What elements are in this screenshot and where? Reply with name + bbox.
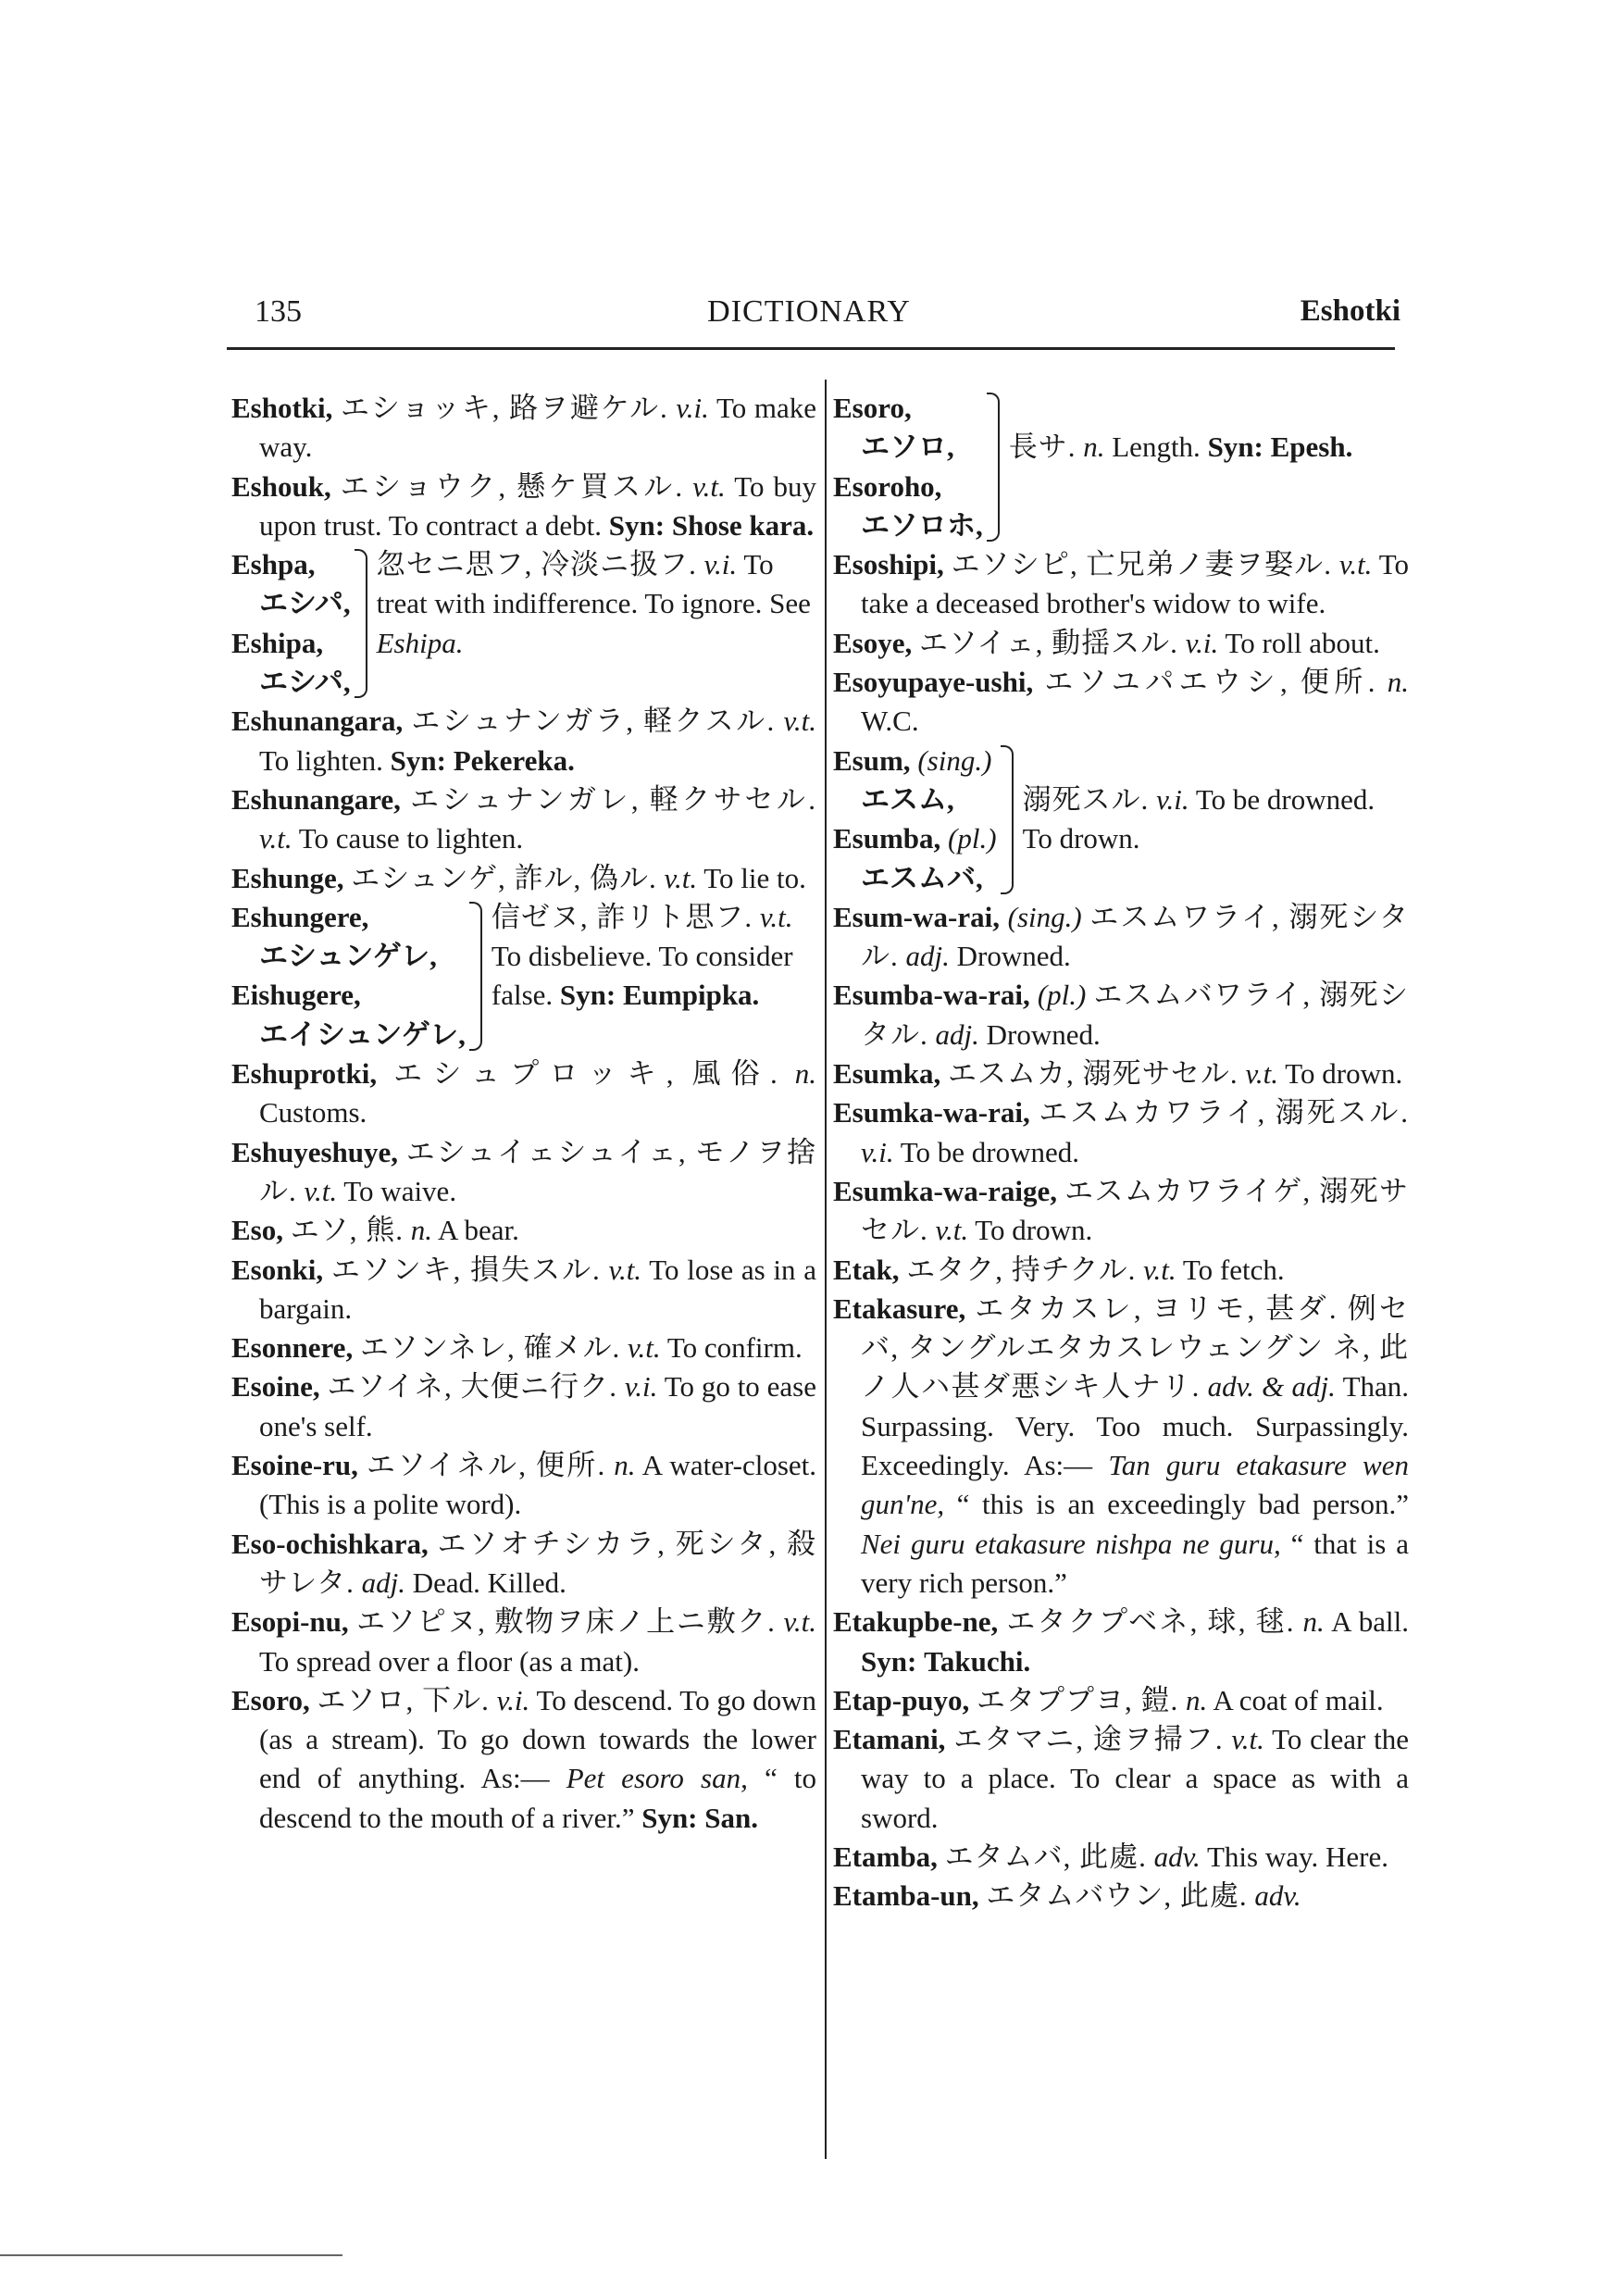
- japanese-gloss: エソシピ, 亡兄弟ノ妻ヲ娶ル.: [951, 548, 1333, 581]
- example-translation: “ to descend to the mouth of a river.”: [259, 1762, 817, 1834]
- katakana: エシュンゲレ,: [259, 940, 437, 973]
- number-note: (sing.): [1007, 900, 1082, 933]
- headword: Esoshipi,: [833, 548, 944, 581]
- headword: Etap-puyo,: [833, 1683, 970, 1716]
- part-of-speech: v.t.: [304, 1174, 338, 1207]
- definition: To be drowned. To drown.: [1022, 782, 1375, 855]
- definition: W.C.: [861, 705, 919, 738]
- definition: This way. Here.: [1207, 1840, 1388, 1873]
- headword: Esumka,: [833, 1057, 941, 1091]
- japanese-gloss: 長サ.: [1008, 430, 1077, 464]
- synonym-label: Syn:: [559, 979, 616, 1012]
- headword: Eshuyeshuye,: [231, 1135, 399, 1168]
- part-of-speech: v.t.: [628, 1331, 661, 1365]
- headword: Etamani,: [833, 1723, 946, 1756]
- column-divider: [825, 380, 827, 2159]
- part-of-speech: v.t.: [259, 822, 292, 855]
- headword: Eishugere,: [231, 979, 361, 1012]
- japanese-gloss: エタク, 持チクル.: [906, 1253, 1137, 1286]
- dictionary-entry: [231, 1211, 816, 1250]
- headword: Esopi-nu,: [231, 1605, 349, 1639]
- guide-word: Eshotki: [1300, 294, 1400, 328]
- cross-reference: Eshipa.: [376, 626, 464, 659]
- definition: To lose as in a bargain.: [259, 1253, 817, 1325]
- definition: To descend. To go down (as a stream). To go down towards the lower end of anything. As:—: [259, 1683, 817, 1795]
- definition: Length.: [1112, 430, 1201, 464]
- number-note: (pl.): [1037, 979, 1087, 1012]
- part-of-speech: v.t.: [783, 1605, 817, 1639]
- headword: Etak,: [833, 1253, 900, 1286]
- bottom-rule: [0, 2254, 342, 2256]
- dictionary-entry: [231, 389, 816, 468]
- headword: Eso,: [231, 1214, 283, 1247]
- headword: Esoroho,: [833, 469, 942, 503]
- japanese-gloss: エソユパエウシ, 便所.: [1044, 666, 1376, 699]
- definition: To cause to lighten.: [298, 822, 524, 855]
- dictionary-entry: [231, 1446, 816, 1525]
- japanese-gloss: エスムカ, 溺死サセル.: [948, 1057, 1238, 1091]
- definition: A bear.: [438, 1214, 519, 1247]
- headword: Esoye,: [833, 626, 913, 659]
- part-of-speech: v.t.: [692, 469, 726, 503]
- japanese-gloss: エソロ, 下ル.: [317, 1683, 490, 1716]
- part-of-speech: v.i.: [496, 1683, 530, 1716]
- dictionary-entry: [231, 468, 816, 546]
- group-definition: [492, 898, 816, 1054]
- definition: To drown.: [1285, 1057, 1403, 1091]
- dictionary-entry: [231, 1603, 816, 1681]
- dictionary-entry: [833, 976, 1409, 1054]
- headword: Eshunangare,: [231, 782, 401, 816]
- headword: Eshungere,: [231, 900, 369, 933]
- definition: Than. Surpassing. Very. Too much. Surpassingly. Exceedingly. As:—: [861, 1370, 1410, 1482]
- katakana: エスム,: [861, 782, 954, 816]
- part-of-speech: v.t.: [1338, 548, 1373, 581]
- japanese-gloss: エソイネル, 便所.: [366, 1449, 606, 1482]
- japanese-gloss: エスムカワライ, 溺死スル.: [1039, 1096, 1410, 1129]
- number-note: (pl.): [948, 822, 997, 855]
- headword: Eshouk,: [231, 469, 331, 503]
- headword: Eshunangara,: [231, 705, 404, 738]
- headword: Eshipa,: [231, 626, 324, 659]
- synonym: San.: [704, 1801, 758, 1834]
- part-of-speech: n.: [794, 1057, 817, 1091]
- japanese-gloss: エソ, 熊.: [290, 1214, 404, 1247]
- japanese-gloss: 溺死スル.: [1022, 782, 1150, 816]
- japanese-gloss: エシュナンガレ, 軽クサセル.: [410, 782, 816, 816]
- part-of-speech: v.t.: [783, 705, 817, 738]
- example-translation: “ this is an exceedingly bad person.”: [956, 1488, 1409, 1521]
- right-column: [833, 389, 1409, 1916]
- part-of-speech: v.t.: [664, 861, 698, 894]
- group-definition: [1009, 389, 1409, 545]
- bracketed-entry-group: [833, 742, 1409, 898]
- definition: To treat with indifference. To ignore. See: [376, 548, 811, 620]
- synonym: Pekereka.: [453, 743, 575, 777]
- example-phrase: Pet esoro san,: [566, 1762, 748, 1795]
- definition: To disbelieve. To consider false.: [491, 940, 793, 1012]
- page-number: 135: [255, 294, 302, 329]
- dictionary-entry: [231, 1054, 816, 1133]
- dictionary-entry: [231, 1367, 816, 1446]
- headword: Eshotki,: [231, 392, 333, 424]
- headword: Esoine,: [231, 1370, 320, 1404]
- dictionary-entry: [833, 1720, 1409, 1838]
- japanese-gloss: エタププヨ, 鎧.: [977, 1683, 1179, 1716]
- japanese-gloss: エショウク, 懸ケ買スル.: [340, 469, 684, 503]
- part-of-speech: adj.: [361, 1566, 406, 1599]
- number-note: (sing.): [917, 743, 992, 777]
- japanese-gloss: エソンキ, 損失スル.: [330, 1253, 601, 1286]
- example-phrase: Tan guru etakasure wen gun'ne,: [861, 1449, 1409, 1521]
- dictionary-entry: [231, 1133, 816, 1212]
- japanese-gloss: エタカスレ, ヨリモ, 甚ダ. 例セバ, タングルエタカスレウェングン ネ, 此ノ人ハ甚ダ悪シキ人ナリ.: [861, 1292, 1410, 1404]
- headword: Etamba-un,: [833, 1879, 979, 1913]
- dictionary-entry: [231, 780, 816, 859]
- japanese-gloss: エタムバ, 此處.: [944, 1840, 1147, 1873]
- part-of-speech: v.t.: [1231, 1723, 1264, 1756]
- headword: Etamba,: [833, 1840, 938, 1873]
- headword: Esum,: [833, 743, 911, 777]
- synonym: Shose kara.: [671, 508, 815, 542]
- dictionary-entry: [833, 1093, 1409, 1172]
- dictionary-entry: [833, 1877, 1409, 1915]
- definition: A ball.: [1331, 1605, 1409, 1639]
- part-of-speech: adj.: [905, 940, 950, 973]
- japanese-gloss: 信ゼヌ, 詐リト思フ.: [491, 900, 753, 933]
- dictionary-entry: [833, 1251, 1409, 1290]
- definition: Dead. Killed.: [412, 1566, 566, 1599]
- dictionary-entry: [833, 1603, 1409, 1681]
- definition: To lie to.: [703, 861, 806, 894]
- dictionary-entry: [833, 1172, 1409, 1251]
- headword: Eshunge,: [231, 861, 344, 894]
- variant-headwords: [833, 742, 997, 898]
- katakana: エソロホ,: [861, 508, 983, 542]
- brace: [1001, 745, 1014, 894]
- part-of-speech: n.: [1387, 666, 1409, 699]
- running-title: DICTIONARY: [707, 294, 911, 329]
- synonym-label: Syn:: [861, 1644, 917, 1678]
- japanese-gloss: エタムバウン, 此處.: [986, 1879, 1248, 1913]
- bracketed-entry-group: [231, 898, 816, 1054]
- headword: Esumba-wa-rai,: [833, 979, 1030, 1012]
- japanese-gloss: エシュンゲ, 詐ル, 偽ル.: [351, 861, 657, 894]
- headword: Etakasure,: [833, 1292, 966, 1325]
- headword: Esonnere,: [231, 1331, 354, 1365]
- brace: [987, 393, 1000, 542]
- headword: Eshpa,: [231, 548, 316, 581]
- dictionary-entry: [833, 663, 1409, 742]
- dictionary-entry: [231, 859, 816, 898]
- part-of-speech: n.: [1302, 1605, 1325, 1639]
- running-header: [0, 294, 1618, 341]
- part-of-speech: adv. & adj.: [1207, 1370, 1336, 1404]
- dictionary-entry: [833, 624, 1409, 663]
- definition: Customs.: [259, 1096, 367, 1129]
- japanese-gloss: 忽セニ思フ, 冷淡ニ扱フ.: [376, 548, 697, 581]
- header-rule: [227, 347, 1395, 350]
- brace: [469, 902, 482, 1051]
- definition: To take a deceased brother's widow to wife.: [861, 548, 1409, 620]
- synonym: Eumpipka.: [622, 979, 760, 1012]
- japanese-gloss: エソンネレ, 確メル.: [359, 1331, 621, 1365]
- japanese-gloss: エソピヌ, 敷物ヲ床ノ上ニ敷ク.: [356, 1605, 776, 1639]
- dictionary-entry: [833, 545, 1409, 624]
- definition: Drowned.: [956, 940, 1071, 973]
- bracketed-entry-group: [231, 545, 816, 702]
- definition: A coat of mail.: [1213, 1683, 1384, 1716]
- part-of-speech: adj.: [935, 1017, 979, 1051]
- group-definition: [1023, 742, 1409, 898]
- japanese-gloss: エタクプベネ, 球, 毬.: [1006, 1605, 1295, 1639]
- synonym-label: Syn:: [1207, 430, 1263, 464]
- part-of-speech: v.t.: [1245, 1057, 1279, 1091]
- part-of-speech: v.i.: [703, 548, 738, 581]
- variant-headwords: [231, 898, 466, 1054]
- definition: To roll about.: [1225, 626, 1380, 659]
- synonym-label: Syn:: [608, 508, 666, 542]
- definition: To drown.: [975, 1214, 1093, 1247]
- japanese-gloss: エシュプロッキ, 風俗.: [393, 1057, 778, 1091]
- dictionary-entry: [231, 1329, 816, 1367]
- part-of-speech: n.: [1186, 1683, 1208, 1716]
- example-translation: “ that is a very rich person.”: [861, 1527, 1410, 1599]
- definition: To clear the way to a place. To clear a space as with a sword.: [861, 1723, 1410, 1834]
- headword: Esoyupaye-ushi,: [833, 666, 1034, 699]
- headword: Esumka-wa-rai,: [833, 1096, 1030, 1129]
- headword: Esoro,: [231, 1683, 310, 1716]
- japanese-gloss: エソオチシカラ, 死シタ, 殺サレタ.: [259, 1527, 817, 1599]
- dictionary-entry: [833, 1290, 1409, 1603]
- japanese-gloss: エショッキ, 路ヲ避ケル.: [341, 392, 668, 424]
- dictionary-entry: [231, 1251, 816, 1329]
- japanese-gloss: エソイネ, 大便ニ行ク.: [327, 1370, 617, 1404]
- headword: Esumba,: [833, 822, 941, 855]
- synonym-label: Syn:: [641, 1801, 698, 1834]
- dictionary-entry: [833, 898, 1409, 977]
- dictionary-entry: [833, 1681, 1409, 1720]
- left-column: [231, 389, 816, 1838]
- headword: Etakupbe-ne,: [833, 1605, 999, 1639]
- dictionary-entry: [833, 1838, 1409, 1877]
- japanese-gloss: エスムワライ, 溺死シタル.: [861, 900, 1410, 973]
- headword: Esonki,: [231, 1253, 324, 1286]
- synonym-label: Syn:: [390, 743, 446, 777]
- example-phrase: Nei guru etakasure nishpa ne guru,: [861, 1527, 1281, 1560]
- katakana: エシパ,: [259, 587, 351, 620]
- definition: To waive.: [343, 1174, 457, 1207]
- definition: Drowned.: [986, 1017, 1101, 1051]
- part-of-speech: adv.: [1153, 1840, 1201, 1873]
- dictionary-entry: [231, 1681, 816, 1838]
- bracketed-entry-group: [833, 389, 1409, 545]
- part-of-speech: v.i.: [861, 1135, 894, 1168]
- katakana: エソロ,: [861, 430, 954, 464]
- definition: To confirm.: [666, 1331, 803, 1365]
- part-of-speech: v.i.: [624, 1370, 658, 1404]
- headword: Esum-wa-rai,: [833, 900, 1000, 933]
- katakana: エイシュンゲレ,: [259, 1017, 466, 1051]
- katakana: エスムバ,: [861, 861, 983, 894]
- definition: To buy upon trust. To contract a debt.: [259, 469, 816, 542]
- group-definition: [377, 545, 816, 702]
- katakana: エシパ,: [259, 666, 351, 699]
- part-of-speech: v.t.: [1143, 1253, 1176, 1286]
- part-of-speech: v.i.: [1156, 782, 1189, 816]
- variant-headwords: [833, 389, 983, 545]
- definition: To spread over a floor (as a mat).: [259, 1644, 640, 1678]
- brace: [355, 549, 367, 698]
- part-of-speech: v.t.: [759, 900, 793, 933]
- definition: A water-closet. (This is a polite word).: [259, 1449, 817, 1521]
- headword: Eso-ochishkara,: [231, 1527, 429, 1560]
- dictionary-entry: [231, 702, 816, 780]
- part-of-speech: n.: [1083, 430, 1105, 464]
- part-of-speech: v.i.: [676, 392, 709, 424]
- variant-headwords: [231, 545, 351, 702]
- japanese-gloss: エシュイェシュイェ, モノヲ捨ル.: [259, 1135, 817, 1207]
- part-of-speech: v.i.: [1185, 626, 1219, 659]
- definition: To lighten.: [259, 743, 383, 777]
- synonym: Epesh.: [1270, 430, 1353, 464]
- japanese-gloss: エタマニ, 途ヲ掃フ.: [953, 1723, 1224, 1756]
- headword: Eshuprotki,: [231, 1057, 378, 1091]
- dictionary-entry: [231, 1525, 816, 1603]
- definition: To be drowned.: [900, 1135, 1080, 1168]
- japanese-gloss: エソイェ, 動揺スル.: [919, 626, 1178, 659]
- dictionary-entry: [833, 1054, 1409, 1093]
- part-of-speech: v.t.: [935, 1214, 969, 1247]
- headword: Esoro,: [833, 392, 912, 424]
- headword: Esoine-ru,: [231, 1449, 358, 1482]
- japanese-gloss: エスムカワライゲ, 溺死サセル.: [861, 1174, 1410, 1247]
- definition: To go to ease one's self.: [259, 1370, 817, 1442]
- definition: To make way.: [259, 392, 816, 464]
- japanese-gloss: エシュナンガラ, 軽クスル.: [411, 705, 776, 738]
- part-of-speech: v.t.: [608, 1253, 642, 1286]
- part-of-speech: adv.: [1254, 1879, 1301, 1913]
- definition: To fetch.: [1182, 1253, 1285, 1286]
- part-of-speech: n.: [410, 1214, 432, 1247]
- japanese-gloss: エスムバワライ, 溺死シタル.: [861, 979, 1410, 1051]
- part-of-speech: n.: [614, 1449, 636, 1482]
- synonym: Takuchi.: [924, 1644, 1031, 1678]
- headword: Esumka-wa-raige,: [833, 1174, 1057, 1207]
